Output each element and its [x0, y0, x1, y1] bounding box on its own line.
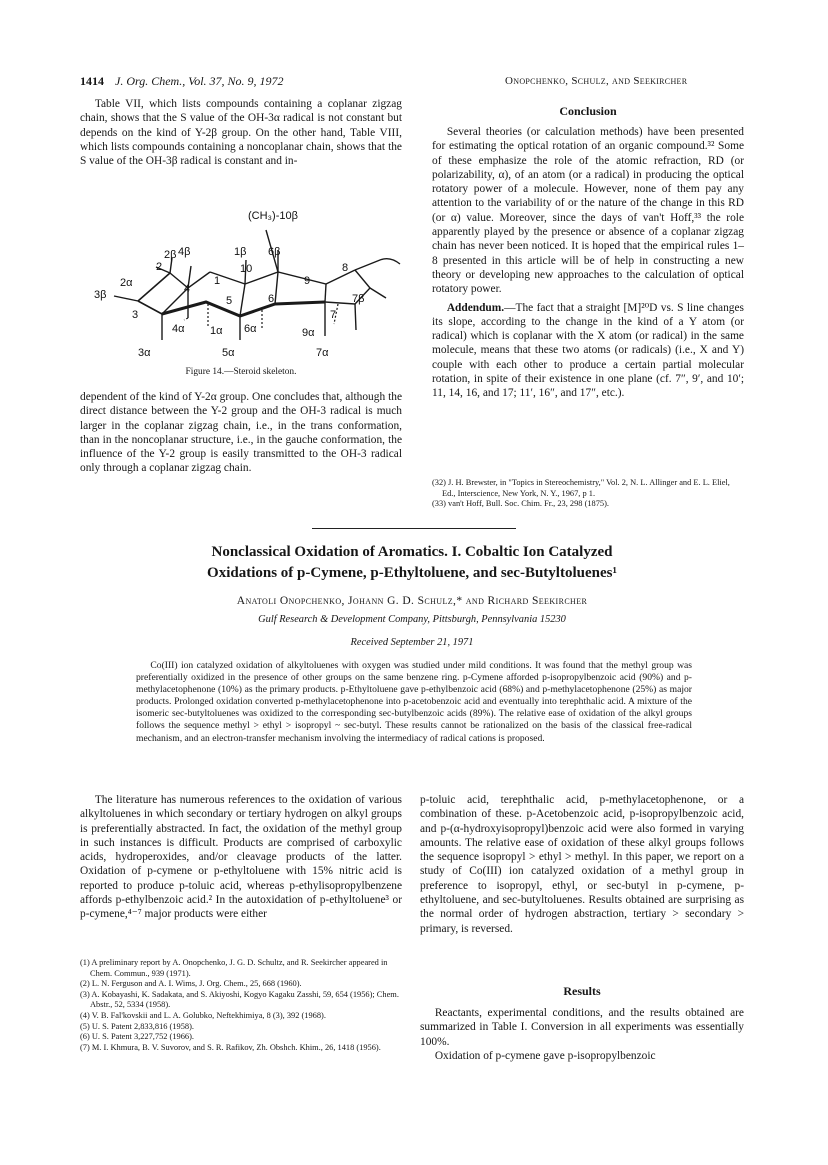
footnote-4: (4) V. B. Fal'kovskii and L. A. Golubko, Neftekhimiya, 8 (3), 392 (1968).	[80, 1010, 326, 1020]
title-line-2: Oxidations of p-Cymene, p-Ethyltoluene, and sec-Butyltoluenes¹	[207, 565, 617, 581]
figure-caption: Figure 14.—Steroid skeleton.	[185, 367, 297, 377]
results-paragraph-1: Reactants, experimental conditions, and the results obtained are summarized in Table I. Conversion in all experiments was essentially 100%.	[420, 1007, 744, 1048]
footnote-33: (33) van't Hoff, Bull. Soc. Chim. Fr., 23, 298 (1875).	[432, 499, 609, 509]
label-1a: 1α	[210, 325, 223, 337]
results-heading: Results	[563, 984, 601, 998]
label-5a: 5α	[222, 347, 235, 359]
results-paragraph-2: Oxidation of p-cymene gave p-isopropylbenzoic	[434, 1049, 656, 1062]
label-1b: 1β	[234, 246, 247, 258]
article-separator	[312, 528, 516, 529]
addendum-paragraph	[432, 301, 744, 401]
body-right	[420, 793, 744, 936]
skeleton-bonds	[114, 230, 400, 340]
right-footnotes	[432, 478, 744, 510]
footnote-32: (32) J. H. Brewster, in "Topics in Stereochemistry," Vol. 2, N. L. Allinger and E. L. Eliel, Ed., Interscience, New York, N. Y., 1967, p 1.	[432, 478, 730, 498]
addendum-text: —The fact that a straight [M]²⁰D vs. S line changes its slope, according to the change in the kind of a Y atom (or radical) which is coplanar with the X atom (or radical) in the same molecule, means that these two atoms (or radicals) (i.e., X and Y) couple with each other to produce a certain partial molecular rotation, in spite of their existence in one plane (cf. 7″, 9′, and 10′; 11, 14, 16, and 17; 11′, 16″, and 17″, etc.).	[432, 301, 744, 400]
label-6: 6	[268, 293, 275, 305]
label-7b: 7β	[352, 293, 365, 305]
label-5: 5	[226, 295, 233, 307]
label-6b: 6β	[268, 246, 281, 258]
footnote-7: (7) M. I. Khmura, B. V. Suvorov, and S. R. Rafikov, Zh. Obshch. Khim., 26, 1418 (1956).	[80, 1042, 381, 1052]
body-left	[80, 793, 402, 922]
label-9: 9	[304, 275, 311, 287]
affiliation: Gulf Research & Development Company, Pittsburgh, Pennsylvania 15230	[258, 614, 566, 625]
label-2b: 2β	[164, 249, 177, 261]
label-2: 2	[156, 261, 163, 273]
addendum-label: Addendum.	[446, 301, 505, 314]
label-6a: 6α	[244, 323, 257, 335]
steroid-skeleton-figure	[80, 200, 402, 382]
paragraph: The literature has numerous references to the oxidation of various alkyltoluenes in which secondary or tertiary hydrogen on alkyl groups is preferentially abstracted. In fact, the oxidation of the methyl group in such instances is difficult. Products are comprised of carboxylic acids, hydroperoxides, and/or cleavage products of the latter. Oxidation of p-cymene or p-ethyltoluene with 15% nitric acid is reported to produce p-toluic acid, whereas p-ethylisopropylbenzene affords p-ethylbenzoic acid.² In the autoxidation of p-ethyltoluene³ or p-cymene,⁴⁻⁷ major products were either	[80, 794, 402, 921]
label-2a: 2α	[120, 277, 133, 289]
footnote-6: (6) U. S. Patent 3,227,752 (1966).	[80, 1032, 194, 1042]
running-header-authors: Onopchenko, Schulz, and Seekircher	[505, 75, 688, 87]
label-ch3-10b: (CH₃)-10β	[248, 210, 298, 222]
label-4b: 4β	[178, 246, 191, 258]
left-column-para-1	[80, 97, 402, 168]
label-3: 3	[132, 309, 139, 321]
abstract-text: Co(III) ion catalyzed oxidation of alkyltoluenes with oxygen was studied under mild conditions. It was found that the methyl group was preferentially oxidized in the presence of other groups on the same benzene ring. p-Cymene afforded p-isopropylbenzoic acid (90%) and p-methylacetophenone (10%) as the primary products. p-Ethyltoluene gave p-ethylbenzoic acid (68%) and p-methylacetophenone (25%) as major products. Prolonged oxidation converted p-methylacetophenone into p-acetobenzoic acid and eventually into terephthalic acid. A mixture of the isomeric sec-butyltoluenes was oxidized to the corresponding sec-butylbenzoic acids (89%). The relative ease of oxidation of the alkyl groups follows the sequence methyl > ethyl > isopropyl ~ sec-butyl. These results cannot be rationalized on the basis of the classical free-radical mechanism, and an electron-transfer mechanism involving the intermediacy of radical cations is proposed.	[136, 660, 692, 744]
running-header-left	[80, 74, 284, 89]
label-7: 7	[330, 309, 337, 321]
abstract	[136, 660, 692, 745]
paragraph: dependent of the kind of Y-2α group. One concludes that, although the direct distance between the Y-2 group and the OH-3 radical is much larger in the coplanar zigzag chain, i.e., in the trans conformation, than in the noncoplanar structure, i.e., in the gauche conformation, the influence of the Y-2 group is easily transmitted to the OH-3 radical only through a coplanar zigzag chain.	[80, 391, 402, 475]
footnote-2: (2) L. N. Ferguson and A. I. Wims, J. Org. Chem., 25, 668 (1960).	[80, 979, 302, 989]
conclusion-section	[432, 125, 744, 401]
conclusion-paragraph: Several theories (or calculation methods) have been presented for estimating the optical rotation of an organic compound.³² Some of these emphasize the role of the atomic refraction, RD (or polarizability, α), of an atom (or a radical) in producing the optical rotatory power of a molecule. However, none of them pay any attention to the variability of or the nature of the change in this RD (or α) value. Moreover, since the days of van't Hoff,³³ the role apparently played by the presence or absence of a coplanar zigzag chain has never been noticed. It is hoped that the empirical rules 1–8 presented in this article will be of help in constructing a new theory or developing new approaches to the calculation of optical rotatory power.	[432, 126, 744, 296]
paragraph: Table VII, which lists compounds containing a coplanar zigzag chain, shows that the S value of the OH-3α radical is not constant but depends on the kind of Y-2β group. On the other hand, Table VIII, which lists compounds containing a noncoplanar chain, shows that the S value of the OH-3β radical is constant and in-	[80, 98, 402, 168]
label-8: 8	[342, 262, 349, 274]
footnote-1: (1) A preliminary report by A. Onopchenko, J. G. D. Schultz, and R. Seekircher appeared in Chem. Commun., 939 (1971).	[80, 958, 388, 978]
article-title	[80, 542, 744, 584]
received-date: Received September 21, 1971	[350, 637, 474, 648]
results-section	[420, 1006, 744, 1063]
label-4: 4	[184, 283, 191, 295]
footnote-5: (5) U. S. Patent 2,833,816 (1958).	[80, 1021, 194, 1031]
label-10: 10	[240, 263, 253, 275]
left-column-para-2	[80, 390, 402, 476]
conclusion-heading: Conclusion	[559, 104, 617, 118]
label-1: 1	[214, 275, 221, 287]
paragraph: p-toluic acid, terephthalic acid, p-methylacetophenone, or a combination of these. p-Acetobenzoic acid, p-isopropylbenzoic acid, and p-(α-hydroxyisopropyl)benzoic acid were also formed in varying amounts. The relative ease of oxidation of these alkyl groups follows the sequence isopropyl > ethyl > methyl. In this paper, we report on a study of Co(III) ion catalyzed oxidation of a methyl group in preference to isopropyl, ethyl, or sec-butyl in p-cymene, p-ethyltoluene, and sec-butyltoluenes. Results obtained are surprising as the normal order of hydrogen abstraction, tertiary > secondary > primary, is reversed.	[420, 794, 744, 935]
article-footnotes	[80, 958, 402, 1053]
label-4a: 4α	[172, 323, 185, 335]
journal-citation: J. Org. Chem., Vol. 37, No. 9, 1972	[115, 74, 284, 88]
label-9a: 9α	[302, 327, 315, 339]
label-3a: 3α	[138, 347, 151, 359]
page-number: 1414	[80, 74, 104, 88]
label-7a: 7α	[316, 347, 329, 359]
title-line-1: Nonclassical Oxidation of Aromatics. I. Cobaltic Ion Catalyzed	[211, 544, 613, 560]
article-authors: Anatoli Onopchenko, Johann G. D. Schulz,* and Richard Seekircher	[236, 595, 588, 607]
footnote-3: (3) A. Kobayashi, K. Sadakata, and S. Akiyoshi, Kogyo Kagaku Zasshi, 59, 654 (1956); Chem. Abstr., 52, 5334 (1958).	[80, 989, 399, 1010]
label-3b: 3β	[94, 289, 107, 301]
